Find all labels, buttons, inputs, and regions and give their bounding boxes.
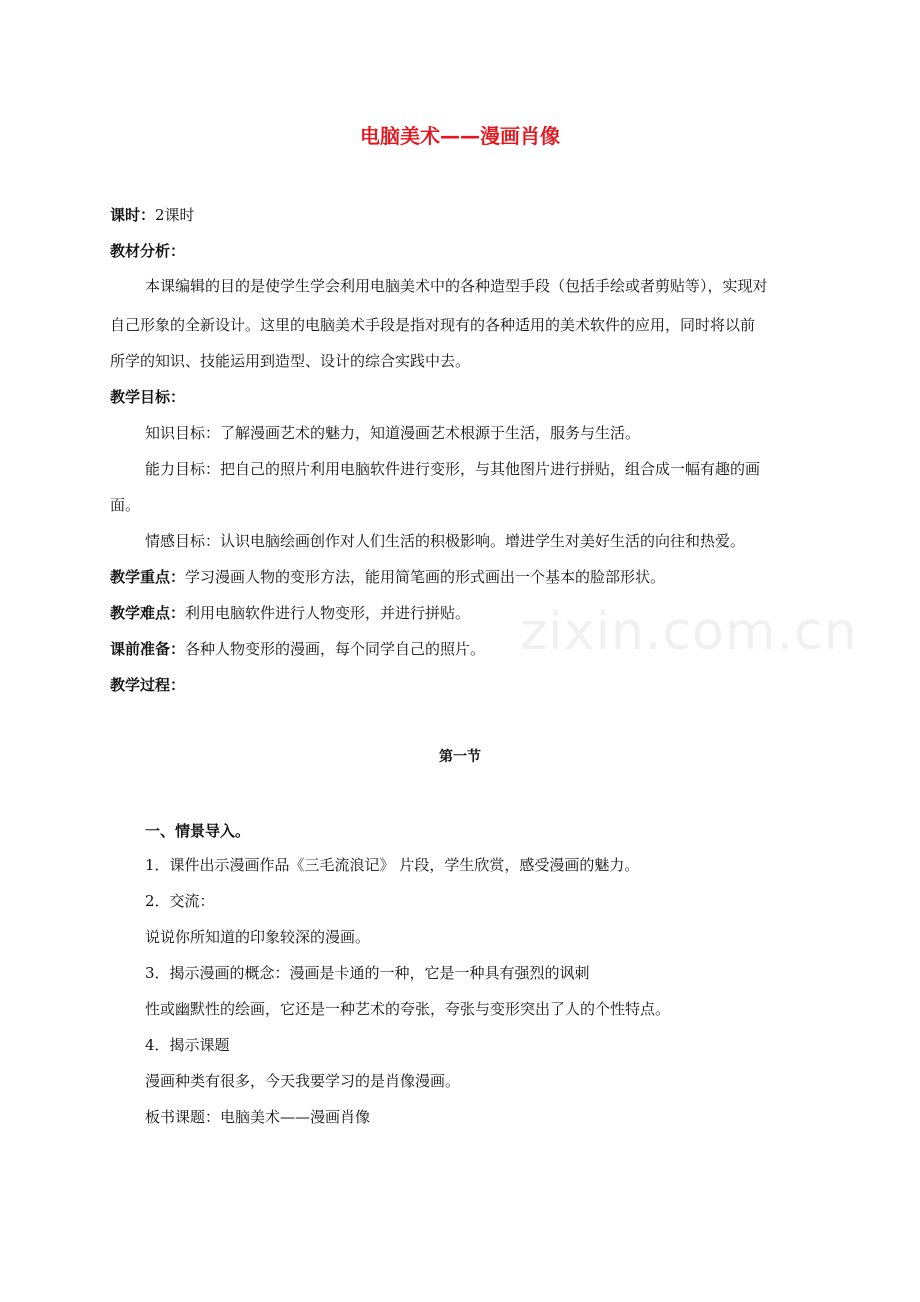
section-title: 第一节 xyxy=(439,749,481,765)
part1-item-3-cont: 性或幽默性的绘画，它还是一种艺术的夸张，夸张与变形突出了人的个性特点。 xyxy=(145,1000,671,1018)
difficulty-line xyxy=(110,602,470,624)
hours-label: 课时： xyxy=(110,206,156,224)
objective-knowledge: 知识目标：了解漫画艺术的魅力，知道漫画艺术根源于生活，服务与生活。 xyxy=(145,424,641,442)
part1-item-1: 1．课件出示漫画作品《三毛流浪记》 片段，学生欣赏，感受漫画的魅力。 xyxy=(145,856,640,874)
difficulty-label: 教学难点： xyxy=(110,604,186,622)
objectives-label: 教学目标： xyxy=(110,388,186,406)
analysis-line-3: 所学的知识、技能运用到造型、设计的综合实践中去。 xyxy=(110,352,471,370)
part1-item-2: 2．交流： xyxy=(145,892,215,910)
part1-board-title: 板书课题：电脑美术——漫画肖像 xyxy=(145,1108,371,1126)
objective-emotion: 情感目标：认识电脑绘画创作对人们生活的积极影响。增进学生对美好生活的向往和热爱。 xyxy=(145,532,746,550)
watermark: zixin.com.cn xyxy=(520,602,858,662)
analysis-label: 教材分析： xyxy=(110,242,186,260)
preparation-line xyxy=(110,638,485,660)
objective-ability-line-2: 面。 xyxy=(110,496,141,514)
preparation-text: 各种人物变形的漫画，每个同学自己的照片。 xyxy=(185,640,486,658)
key-point-label: 教学重点： xyxy=(110,568,186,586)
hours-line xyxy=(110,204,195,226)
hours-value: 2课时 xyxy=(155,206,195,224)
key-point-line xyxy=(110,566,665,588)
part1-item-4: 4．揭示课题 xyxy=(145,1036,230,1054)
document-title: 电脑美术——漫画肖像 xyxy=(360,124,560,148)
key-point-text: 学习漫画人物的变形方法，能用简笔画的形式画出一个基本的脸部形状。 xyxy=(185,568,666,586)
part1-heading: 一、情景导入。 xyxy=(145,822,251,840)
analysis-line-1: 本课编辑的目的是使学生学会利用电脑美术中的各种造型手段（包括手绘或者剪贴等），实现对 xyxy=(145,277,768,295)
difficulty-text: 利用电脑软件进行人物变形，并进行拼贴。 xyxy=(185,604,471,622)
part1-item-4-text: 漫画种类有很多，今天我要学习的是肖像漫画。 xyxy=(145,1072,461,1090)
preparation-label: 课前准备： xyxy=(110,640,186,658)
objective-ability-line-1: 能力目标：把自己的照片利用电脑软件进行变形，与其他图片进行拼贴，组合成一幅有趣的画 xyxy=(145,460,761,478)
process-label: 教学过程： xyxy=(110,676,186,694)
part1-item-2-text: 说说你所知道的印象较深的漫画。 xyxy=(145,928,371,946)
analysis-line-2: 自己形象的全新设计。这里的电脑美术手段是指对现有的各种适用的美术软件的应用，同时将以前 xyxy=(110,316,756,334)
part1-item-3: 3．揭示漫画的概念：漫画是卡通的一种，它是一种具有强烈的讽刺 xyxy=(145,964,590,982)
